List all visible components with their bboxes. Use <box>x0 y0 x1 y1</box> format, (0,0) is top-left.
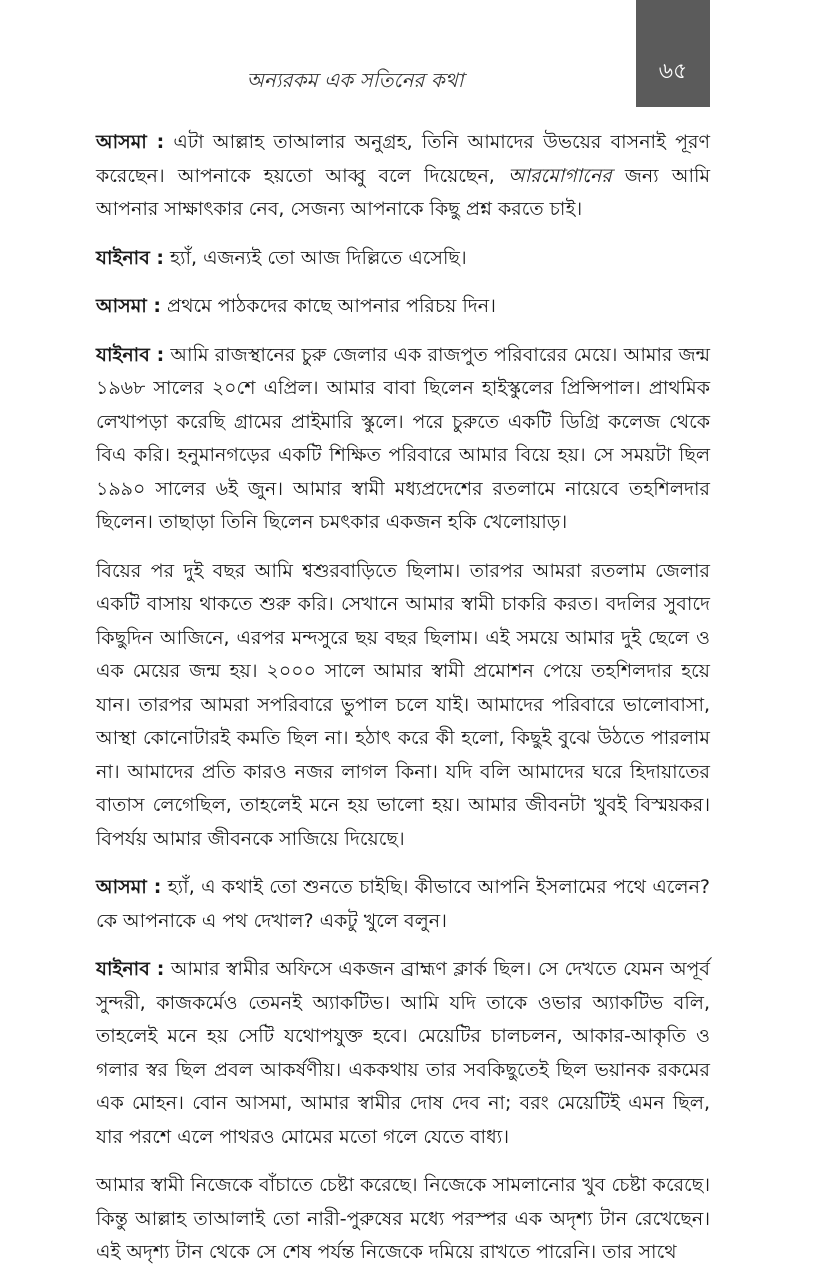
running-title: অন্যরকম এক সতিনের কথা <box>246 68 464 92</box>
paragraph-zainab-2 <box>96 339 710 540</box>
page-body <box>96 126 710 1285</box>
paragraph-text: বিয়ের পর দুই বছর আমি শ্বশুরবাড়িতে ছিলাম। তারপর আমরা রতলাম জেলার একটি বাসায় থাকতে শুরু করি। সেখানে আমার স্বামী চাকরি করত। বদলির সুবাদে কিছুদিন আজিনে, এরপর মন্দসুরে ছয় বছর ছিলাম। এই সময়ে আমার দুই ছেলে ও এক মেয়ের জন্ম হয়। ২০০০ সালে আমার স্বামী প্রমোশন পেয়ে তহশিলদার হয়ে যান। তারপর আমরা সপরিবারে ভুপাল চলে যাই। আমাদের পরিবারে ভালোবাসা, আস্থা কোনোটারই কমতি ছিল না। হঠাৎ করে কী হলো, কিছুই বুঝে উঠতে পারলাম না। আমাদের প্রতি কারও নজর লাগল কিনা। যদি বলি আমাদের ঘরে হিদায়াতের বাতাস লেগেছিল, তাহলেই মনে হয় ভালো হয়। আমার জীবনটা খুবই বিস্ময়কর। বিপর্যয় আমার জীবনকে সাজিয়ে দিয়েছে। <box>96 559 710 850</box>
paragraph-text: আমার স্বামী নিজেকে বাঁচাতে চেষ্টা করেছে। নিজেকে সামলানোর খুব চেষ্টা করেছে। কিন্তু আল্লাহ তাআলাই তো নারী-পুরুষের মধ্যে পরস্পর এক অদৃশ্য টান রেখেছেন। এই অদৃশ্য টান থেকে সে শেষ পর্যন্ত নিজেকে দমিয়ে রাখতে পারেনি। তার সাথে <box>96 1174 710 1263</box>
paragraph-narrative-1 <box>96 555 710 857</box>
speaker-label: আসমা : <box>96 295 161 317</box>
speaker-label: যাইনাব : <box>96 343 165 366</box>
speaker-label: যাইনাব : <box>96 958 165 980</box>
paragraph-text: প্রথমে পাঠকদের কাছে আপনার পরিচয় দিন। <box>161 295 496 317</box>
italic-magazine-name: আরমোগানের <box>507 164 612 187</box>
paragraph-text: হ্যাঁ, এজন্যই তো আজ দিল্লিতে এসেছি। <box>163 246 467 269</box>
speaker-label: আসমা : <box>96 131 165 153</box>
speaker-label: যাইনাব : <box>96 246 164 269</box>
paragraph-narrative-2 <box>96 1169 710 1270</box>
paragraph-asma-1 <box>96 126 710 227</box>
paragraph-asma-2 <box>96 290 710 324</box>
paragraph-text: হ্যাঁ, এ কথাই তো শুনতে চাইছি। কীভাবে আপনি ইসলামের পথে এলেন? কে আপনাকে এ পথ দেখাল? একটু খুলে বলুন। <box>96 876 710 932</box>
paragraph-zainab-3 <box>96 953 710 1154</box>
paragraph-asma-3 <box>96 871 710 938</box>
paragraph-text: জন্য আমি আপনার সাক্ষাৎকার নেব, সেজন্য আপনাকে কিছু প্রশ্ন করতে চাই। <box>96 164 710 220</box>
paragraph-text: আমার স্বামীর অফিসে একজন ব্রাহ্মণ ক্লার্ক ছিল। সে দেখতে যেমন অপূর্ব সুন্দরী, কাজকর্মেও তেমনই অ্যাকটিভ। আমি যদি তাকে ওভার অ্যাকটিভ বলি, তাহলেই মনে হয় সেটি যথোপযুক্ত হবে। মেয়েটির চালচলন, আকার-আকৃতি ও গলার স্বর ছিল প্রবল আকর্ষণীয়। এককথায় তার সবকিছুতেই ছিল ভয়ানক রকমের এক মোহন। বোন আসমা, আমার স্বামীর দোষ দেব না; বরং মেয়েটিই এমন ছিল, যার পরশে এলে পাথরও মোমের মতো গলে যেতে বাধ্য। <box>96 958 710 1148</box>
page-number-tab <box>636 0 710 107</box>
paragraph-text: আমি রাজস্থানের চুরু জেলার এক রাজপুত পরিবারের মেয়ে। আমার জন্ম ১৯৬৮ সালের ২০শে এপ্রিল। আমার বাবা ছিলেন হাইস্কুলের প্রিন্সিপাল। প্রাথমিক লেখাপড়া করেছি গ্রামের প্রাইমারি স্কুলে। পরে চুরুতে একটি ডিগ্রি কলেজ থেকে বিএ করি। হনুমানগড়ের একটি শিক্ষিত পরিবারে আমার বিয়ে হয়। সে সময়টা ছিল ১৯৯০ সালের ৬ই জুন। আমার স্বামী মধ্যপ্রদেশের রতলামে নায়েবে তহশিলদার ছিলেন। তাছাড়া তিনি ছিলেন চমৎকার একজন হকি খেলোয়াড়। <box>96 343 710 533</box>
paragraph-text: এটা আল্লাহ তাআলার অনুগ্রহ, তিনি আমাদের উভয়ের বাসনাই পূরণ করেছেন। আপনাকে হয়তো আব্বু বলে দিয়েছেন, <box>96 131 710 187</box>
page-number: ৬৫ <box>658 59 688 84</box>
paragraph-zainab-1 <box>96 242 710 276</box>
speaker-label: আসমা : <box>96 876 162 898</box>
